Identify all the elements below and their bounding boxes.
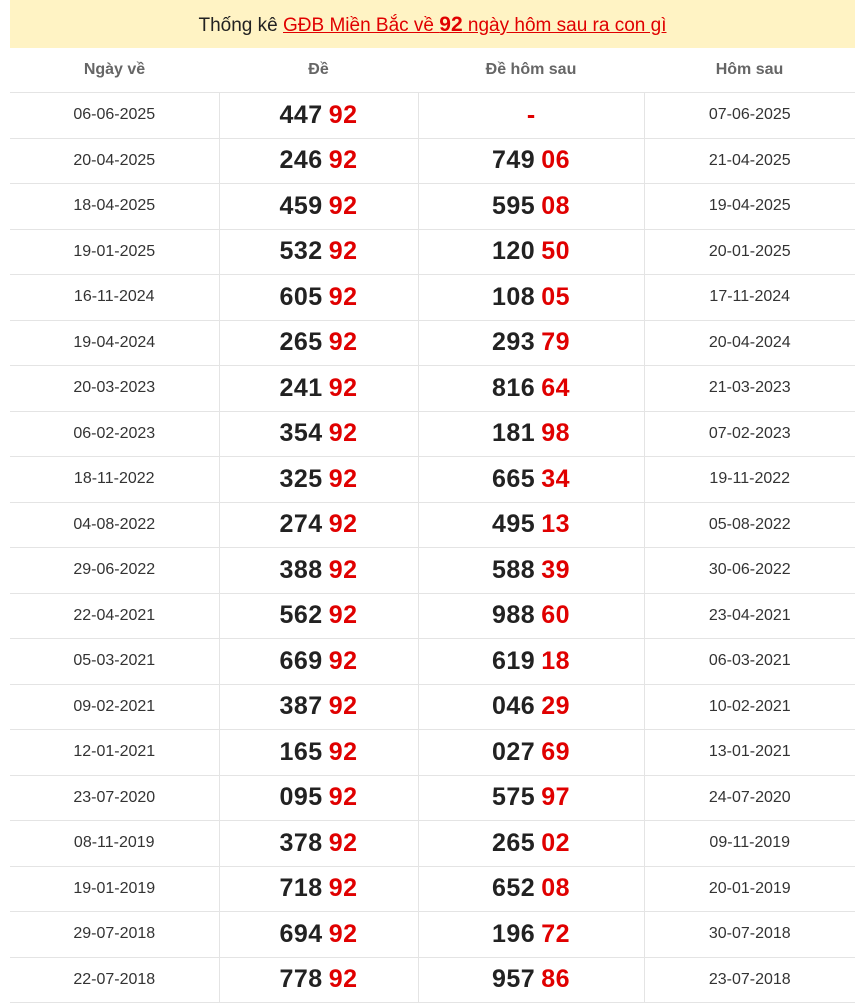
cell-next-de [418, 593, 644, 639]
next-de-suffix: 18 [541, 646, 571, 675]
cell-next-de [418, 275, 644, 321]
cell-date: 12-01-2021 [10, 730, 219, 776]
next-de-prefix: 495 [491, 510, 536, 539]
stats-table [10, 48, 855, 1003]
de-suffix: 92 [328, 191, 358, 220]
de-prefix: 388 [279, 555, 323, 584]
cell-next-de [418, 411, 644, 457]
cell-date: 18-04-2025 [10, 184, 219, 230]
cell-next-de [418, 639, 644, 685]
cell-de [219, 593, 418, 639]
de-suffix: 92 [328, 828, 358, 857]
header-date: Ngày về [10, 48, 219, 93]
de-prefix: 532 [279, 237, 323, 266]
cell-date: 16-11-2024 [10, 275, 219, 321]
cell-de [219, 866, 418, 912]
cell-de [219, 275, 418, 321]
next-de-suffix: 05 [541, 282, 571, 311]
cell-next-de [418, 821, 644, 867]
table-row [10, 912, 855, 958]
cell-next-date: 06-03-2021 [644, 639, 855, 685]
next-de-suffix: 72 [541, 919, 571, 948]
next-de-prefix: 957 [491, 965, 536, 994]
next-de-prefix: 196 [491, 919, 536, 948]
cell-de [219, 775, 418, 821]
cell-de [219, 138, 418, 184]
next-de-prefix: 120 [491, 237, 536, 266]
cell-date: 29-07-2018 [10, 912, 219, 958]
cell-date: 23-07-2020 [10, 775, 219, 821]
cell-next-de [418, 548, 644, 594]
next-de-suffix: 08 [541, 191, 571, 220]
next-de-prefix: 046 [491, 692, 536, 721]
table-row [10, 684, 855, 730]
next-de-prefix: 619 [491, 646, 536, 675]
cell-next-date: 30-07-2018 [644, 912, 855, 958]
de-prefix: 694 [279, 919, 323, 948]
cell-next-de [418, 229, 644, 275]
cell-next-date: 13-01-2021 [644, 730, 855, 776]
table-header-row [10, 48, 855, 93]
next-de-suffix: 98 [541, 419, 571, 448]
de-prefix: 325 [279, 464, 323, 493]
de-prefix: 265 [279, 328, 323, 357]
cell-next-date: 21-03-2023 [644, 366, 855, 412]
cell-de [219, 912, 418, 958]
table-row [10, 138, 855, 184]
cell-date: 19-01-2019 [10, 866, 219, 912]
next-de-prefix: 988 [491, 601, 536, 630]
page-title [10, 0, 855, 48]
title-link-text: GĐB Miền Bắc về [283, 15, 440, 36]
cell-next-de [418, 138, 644, 184]
cell-next-date: 30-06-2022 [644, 548, 855, 594]
cell-next-date: 19-04-2025 [644, 184, 855, 230]
next-de-suffix: 02 [541, 828, 571, 857]
title-prefix: Thống kê [198, 15, 283, 36]
de-prefix: 354 [279, 419, 323, 448]
next-de-prefix: 749 [491, 146, 536, 175]
next-de-prefix: 816 [491, 373, 536, 402]
cell-de [219, 457, 418, 503]
cell-next-de [418, 684, 644, 730]
table-row [10, 593, 855, 639]
cell-next-date: 24-07-2020 [644, 775, 855, 821]
cell-date: 20-04-2025 [10, 138, 219, 184]
de-suffix: 92 [328, 282, 358, 311]
cell-date: 09-02-2021 [10, 684, 219, 730]
cell-next-date: 10-02-2021 [644, 684, 855, 730]
de-prefix: 095 [279, 783, 323, 812]
title-link-text-after: ngày hôm sau ra con gì [462, 15, 667, 36]
cell-next-date: 05-08-2022 [644, 502, 855, 548]
cell-next-de [418, 912, 644, 958]
cell-next-date: 19-11-2022 [644, 457, 855, 503]
cell-de [219, 184, 418, 230]
next-de-prefix: 108 [491, 282, 536, 311]
de-prefix: 447 [279, 100, 323, 129]
de-prefix: 669 [279, 646, 323, 675]
cell-date: 29-06-2022 [10, 548, 219, 594]
cell-date: 06-06-2025 [10, 93, 219, 139]
de-suffix: 92 [328, 737, 358, 766]
title-link[interactable] [283, 15, 666, 36]
cell-next-de [418, 184, 644, 230]
de-suffix: 92 [328, 237, 358, 266]
stats-panel [10, 0, 855, 1003]
de-prefix: 241 [279, 373, 323, 402]
cell-next-date: 20-01-2019 [644, 866, 855, 912]
cell-de [219, 548, 418, 594]
next-de-prefix: 265 [491, 828, 536, 857]
cell-de [219, 502, 418, 548]
cell-next-date: 07-06-2025 [644, 93, 855, 139]
cell-next-de [418, 93, 644, 139]
cell-next-date: 20-04-2024 [644, 320, 855, 366]
de-suffix: 92 [328, 874, 358, 903]
cell-date: 20-03-2023 [10, 366, 219, 412]
cell-next-date: 23-07-2018 [644, 957, 855, 1003]
cell-de [219, 366, 418, 412]
next-de-prefix: 652 [491, 874, 536, 903]
de-suffix: 92 [328, 419, 358, 448]
next-de-suffix: 29 [541, 692, 571, 721]
next-de-suffix: 50 [541, 237, 571, 266]
table-row [10, 866, 855, 912]
cell-next-date: 17-11-2024 [644, 275, 855, 321]
title-number: 92 [439, 13, 463, 36]
next-de-suffix: 34 [541, 464, 571, 493]
de-prefix: 387 [279, 692, 323, 721]
cell-date: 19-01-2025 [10, 229, 219, 275]
de-suffix: 92 [328, 601, 358, 630]
de-suffix: 92 [328, 510, 358, 539]
cell-de [219, 957, 418, 1003]
header-de: Đề [219, 48, 418, 93]
table-row [10, 93, 855, 139]
cell-next-date: 21-04-2025 [644, 138, 855, 184]
cell-de [219, 229, 418, 275]
de-suffix: 92 [328, 146, 358, 175]
table-row [10, 775, 855, 821]
de-suffix: 92 [328, 555, 358, 584]
de-suffix: 92 [328, 328, 358, 357]
cell-de [219, 821, 418, 867]
cell-date: 04-08-2022 [10, 502, 219, 548]
cell-next-de [418, 320, 644, 366]
cell-de [219, 639, 418, 685]
next-de-prefix: 293 [491, 328, 536, 357]
de-prefix: 605 [279, 282, 323, 311]
de-prefix: 165 [279, 737, 323, 766]
cell-date: 22-07-2018 [10, 957, 219, 1003]
table-row [10, 548, 855, 594]
next-de-prefix: 665 [491, 464, 536, 493]
table-row [10, 184, 855, 230]
cell-next-de [418, 457, 644, 503]
cell-next-date: 20-01-2025 [644, 229, 855, 275]
next-de-prefix: 588 [491, 555, 536, 584]
cell-next-de [418, 866, 644, 912]
table-row [10, 502, 855, 548]
next-de-prefix: 575 [491, 783, 536, 812]
de-prefix: 274 [279, 510, 323, 539]
de-suffix: 92 [328, 646, 358, 675]
cell-date: 22-04-2021 [10, 593, 219, 639]
next-de-suffix: 06 [541, 146, 571, 175]
cell-next-date: 23-04-2021 [644, 593, 855, 639]
cell-de [219, 730, 418, 776]
cell-next-de [418, 730, 644, 776]
de-prefix: 778 [279, 965, 323, 994]
cell-date: 19-04-2024 [10, 320, 219, 366]
table-row [10, 639, 855, 685]
cell-next-de [418, 957, 644, 1003]
cell-de [219, 684, 418, 730]
next-de-prefix: 181 [491, 419, 536, 448]
cell-date: 08-11-2019 [10, 821, 219, 867]
next-de-suffix: 13 [541, 510, 571, 539]
next-de-suffix: 39 [541, 555, 571, 584]
cell-next-de [418, 502, 644, 548]
table-row [10, 275, 855, 321]
next-de-suffix: 08 [541, 874, 571, 903]
de-suffix: 92 [328, 464, 358, 493]
table-body [10, 93, 855, 1003]
table-row [10, 957, 855, 1003]
de-prefix: 562 [279, 601, 323, 630]
de-prefix: 246 [279, 146, 323, 175]
de-suffix: 92 [328, 965, 358, 994]
cell-date: 05-03-2021 [10, 639, 219, 685]
next-de-prefix: 027 [491, 737, 536, 766]
de-suffix: 92 [328, 692, 358, 721]
table-row [10, 821, 855, 867]
de-suffix: 92 [328, 783, 358, 812]
header-next-date: Hôm sau [644, 48, 855, 93]
next-de-suffix: 97 [541, 783, 571, 812]
de-prefix: 459 [279, 191, 323, 220]
table-row [10, 320, 855, 366]
table-row [10, 366, 855, 412]
next-de-suffix: 60 [541, 601, 571, 630]
next-de-suffix: 86 [541, 965, 571, 994]
cell-next-date: 09-11-2019 [644, 821, 855, 867]
next-de-prefix: 595 [491, 191, 536, 220]
header-next-de: Đề hôm sau [418, 48, 644, 93]
table-row [10, 411, 855, 457]
cell-de [219, 93, 418, 139]
cell-next-date: 07-02-2023 [644, 411, 855, 457]
table-row [10, 229, 855, 275]
cell-de [219, 411, 418, 457]
cell-next-de [418, 775, 644, 821]
cell-next-de [418, 366, 644, 412]
de-prefix: 378 [279, 828, 323, 857]
table-row [10, 730, 855, 776]
de-suffix: 92 [328, 373, 358, 402]
next-de-suffix: 79 [541, 328, 571, 357]
cell-de [219, 320, 418, 366]
next-de-suffix: 64 [541, 373, 571, 402]
de-prefix: 718 [279, 874, 323, 903]
de-suffix: 92 [328, 919, 358, 948]
table-row [10, 457, 855, 503]
next-de-empty: - [526, 100, 536, 129]
cell-date: 18-11-2022 [10, 457, 219, 503]
cell-date: 06-02-2023 [10, 411, 219, 457]
de-suffix: 92 [328, 100, 358, 129]
next-de-suffix: 69 [541, 737, 571, 766]
